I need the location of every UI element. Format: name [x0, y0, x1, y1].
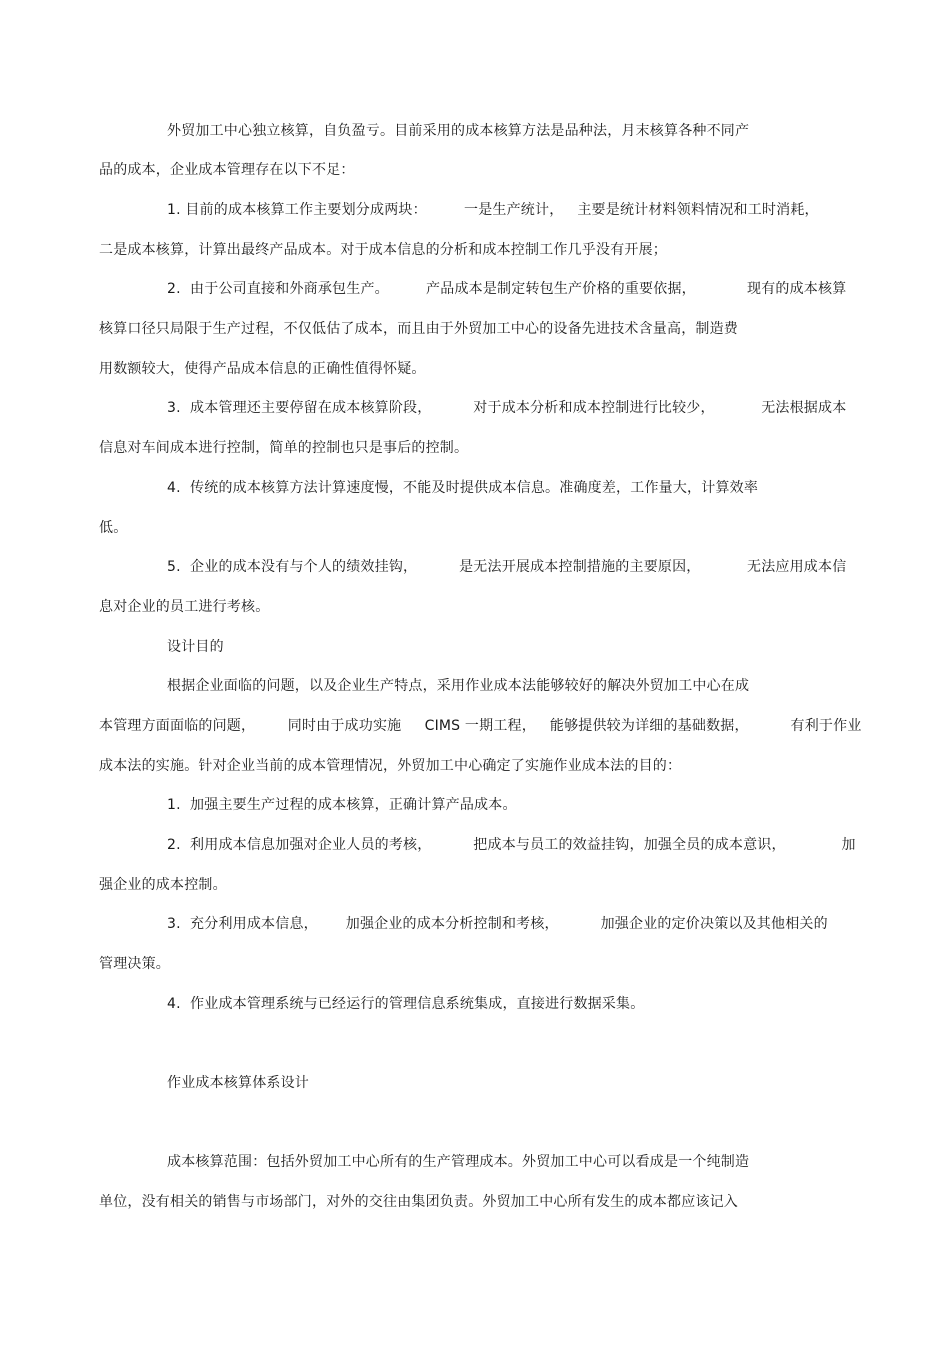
text-line: 根据企业面临的问题，以及企业生产特点，采用作业成本法能够较好的解决外贸加工中心在成 [167, 678, 750, 694]
text-line: 单位，没有相关的销售与市场部门，对外的交往由集团负责。外贸加工中心所有发生的成本都应该记入 [99, 1194, 738, 1210]
section-heading: 作业成本核算体系设计 [167, 1075, 309, 1091]
text-line: 用数额较大，使得产品成本信息的正确性值得怀疑。 [99, 361, 426, 377]
text-line: 本管理方面面临的问题， 同时由于成功实施 CIMS 一期工程， 能够提供较为详细的基础数据， 有利于作业 [99, 718, 862, 734]
text-line: 管理决策。 [99, 956, 170, 972]
text-line: 低。 [99, 520, 128, 536]
text-line: 强企业的成本控制。 [99, 877, 227, 893]
text-line: 4. 传统的成本核算方法计算速度慢，不能及时提供成本信息。准确度差，工作量大，计算效率 [167, 480, 759, 496]
text-line: 2. 由于公司直接和外商承包生产。 产品成本是制定转包生产价格的重要依据， 现有的成本核算 [167, 281, 847, 297]
section-heading: 设计目的 [167, 639, 224, 655]
text-line: 1. 目前的成本核算工作主要划分成两块： 一是生产统计， 主要是统计材料领料情况和工时消耗， [167, 202, 819, 218]
text-line: 1. 加强主要生产过程的成本核算，正确计算产品成本。 [167, 797, 517, 813]
text-line: 二是成本核算，计算出最终产品成本。对于成本信息的分析和成本控制工作几乎没有开展； [99, 242, 667, 258]
text-line: 2. 利用成本信息加强对企业人员的考核， 把成本与员工的效益挂钩，加强全员的成本意识， 加 [167, 837, 856, 853]
text-line: 5. 企业的成本没有与个人的绩效挂钩， 是无法开展成本控制措施的主要原因， 无法应用成本信 [167, 559, 847, 575]
text-line: 品的成本，企业成本管理存在以下不足： [99, 162, 355, 178]
text-line: 成本核算范围：包括外贸加工中心所有的生产管理成本。外贸加工中心可以看成是一个纯制造 [167, 1154, 750, 1170]
text-line: 息对企业的员工进行考核。 [99, 599, 270, 615]
text-line: 3. 充分利用成本信息， 加强企业的成本分析控制和考核， 加强企业的定价决策以及其他相关的 [167, 916, 828, 932]
text-line: 核算口径只局限于生产过程，不仅低估了成本，而且由于外贸加工中心的设备先进技术含量高，制造费 [99, 321, 738, 337]
text-line: 3. 成本管理还主要停留在成本核算阶段， 对于成本分析和成本控制进行比较少， 无法根据成本 [167, 400, 847, 416]
text-line: 外贸加工中心独立核算，自负盈亏。目前采用的成本核算方法是品种法，月末核算各种不同产 [167, 123, 750, 139]
text-line: 4. 作业成本管理系统与已经运行的管理信息系统集成，直接进行数据采集。 [167, 996, 645, 1012]
text-line: 成本法的实施。针对企业当前的成本管理情况，外贸加工中心确定了实施作业成本法的目的： [99, 758, 682, 774]
text-line: 信息对车间成本进行控制，简单的控制也只是事后的控制。 [99, 440, 469, 456]
